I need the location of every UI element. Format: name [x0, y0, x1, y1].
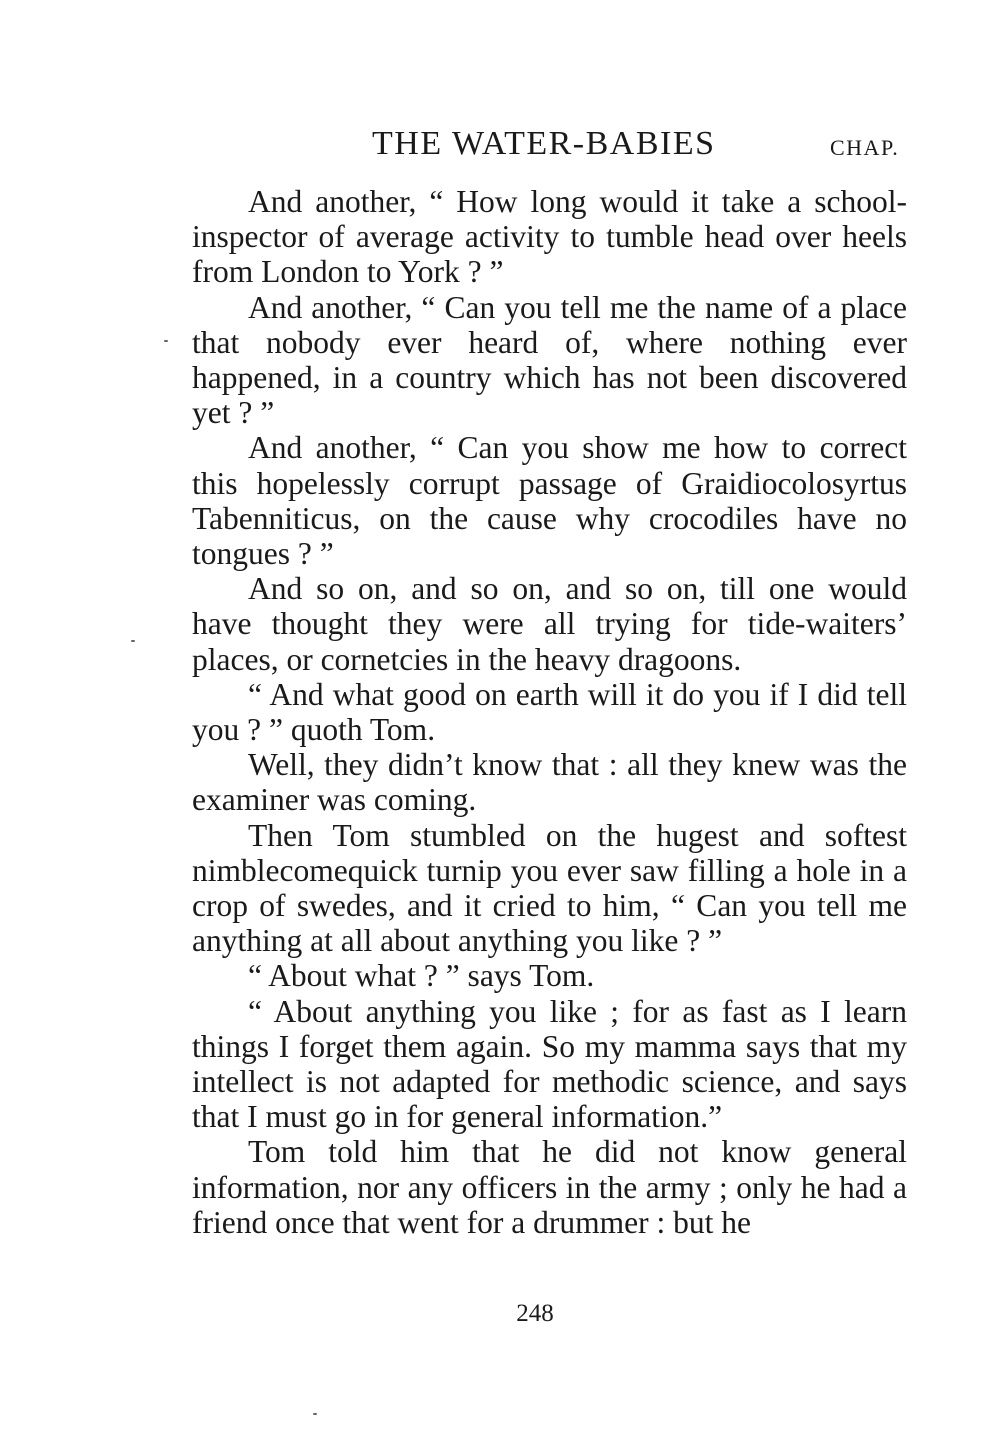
paragraph: And so on, and so on, and so on, till one would have thought they were all trying for tide-waiters’ places, or cornetcies in the heavy dragoons. — [192, 571, 907, 677]
paragraph: And another, “ Can you show me how to correct this hopelessly corrupt passage of Graidiocolosyrtus Tabenniticus, on the cause why crocodiles have no tongues ? ” — [192, 430, 907, 572]
paragraph: “ About anything you like ; for as fast as I learn things I forget them again. So my mamma says that my intellect is not adapted for methodic science, and says that I must go in for general information.” — [192, 993, 907, 1135]
scan-speck — [164, 340, 168, 342]
page-number: 248 — [516, 1300, 554, 1327]
paragraph: “ And what good on earth will it do you if I did tell you ? ” quoth Tom. — [192, 676, 907, 748]
running-head — [0, 122, 1000, 166]
paragraph: Tom told him that he did not know general information, nor any officers in the army ; only he had a friend once that went for a drummer : but he — [192, 1134, 907, 1240]
paragraph: Well, they didn’t know that : all they knew was the examiner was coming. — [192, 747, 907, 818]
paragraph: And another, “ How long would it take a school-inspector of average activity to tumble head over heels from London to York ? ” — [192, 184, 907, 290]
paragraph: And another, “ Can you tell me the name of a place that nobody ever heard of, where nothing ever happened, in a country which has not been discovered yet ? ” — [192, 289, 907, 431]
running-title: THE WATER-BABIES — [372, 125, 716, 162]
body-text — [192, 184, 907, 1240]
scan-speck — [313, 1413, 317, 1415]
chapter-label: CHAP. — [830, 135, 900, 160]
paragraph: “ About what ? ” says Tom. — [248, 958, 595, 994]
scan-speck — [131, 640, 135, 642]
paragraph: Then Tom stumbled on the hugest and softest nimblecomequick turnip you ever saw filling a hole in a crop of swedes, and it cried to him, “ Can you tell me anything at all about anything you like ? ” — [192, 817, 907, 959]
